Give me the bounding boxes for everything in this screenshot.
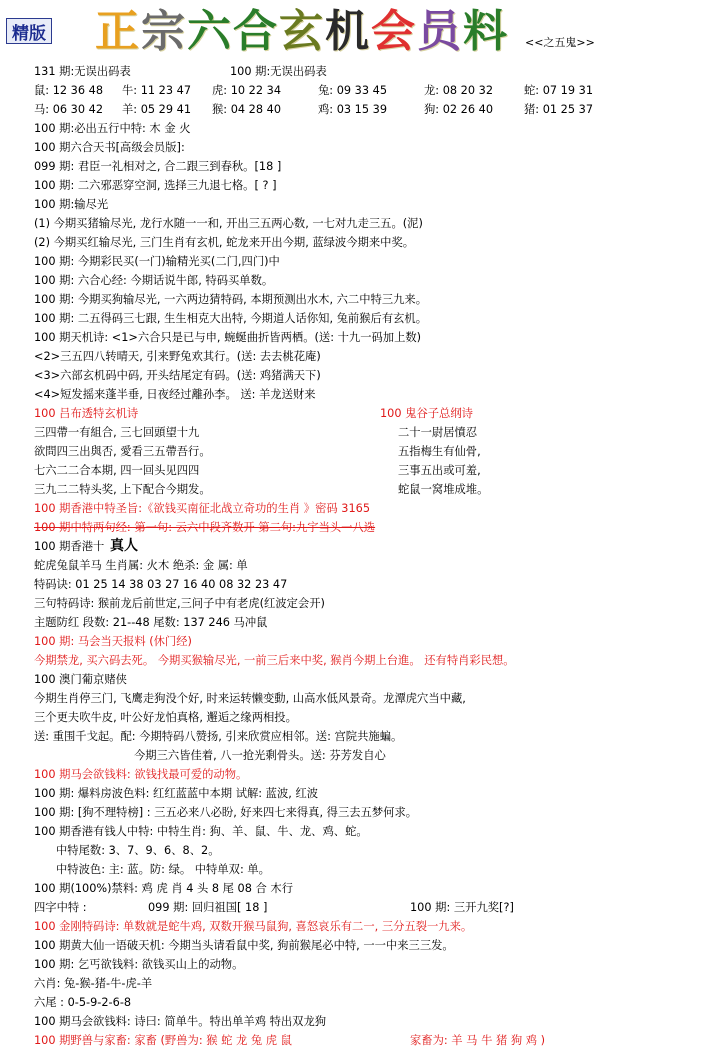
text-segment: (2) 今期买红输尽光, 三门生肖有玄机, 蛇龙来开出今期, 蓝绿波今期来中奖。 [34,236,415,249]
document-body [34,62,694,1050]
text-line [34,442,694,461]
text-line [34,613,694,632]
text-segment: 今期禁龙, 买六码去死。 今期买猴输尽光, 一前三后来中奖, 猴肖今期上台進。 还有特肖彩民想。 [34,654,515,667]
text-segment: 100 期:无误出码表 [230,65,327,78]
text-segment: <2>三五四八转晴天, 引来野兔欢其行。(送: 去去桃花庵) [34,350,321,363]
text-segment: 100 期: 六合心经: 今期话说牛郎, 特码买单数。 [34,274,274,287]
text-segment: 马: 06 30 42 [34,103,104,116]
text-line [34,271,694,290]
text-segment: 鸡: 03 15 39 [318,103,388,116]
text-segment: 主题防红 段数: 21--48 尾数: 137 246 马冲鼠 [34,616,268,629]
text-segment: 100 期: 二六邪恶穿空洞, 选择三九退七格。[ ? ] [34,179,277,192]
text-segment: 三四帶一有組合, 三七回頭望十九 [34,426,200,439]
text-line [34,917,694,936]
text-line [34,176,694,195]
text-segment: 100 期: 今期买狗输尽光, 一六两边猜特码, 本期预测出水木, 六二中特三九来。 [34,293,428,306]
text-segment: 龙: 08 20 32 [424,84,494,97]
text-segment: 中特尾数: 3、7、9、6、8、2。 [56,844,220,857]
text-line [34,993,694,1012]
text-line [34,328,694,347]
text-line [34,252,694,271]
text-segment: 蛇鼠一窝堆成堆。 [398,483,489,496]
text-line [34,822,694,841]
text-segment: 100 期马会欲钱料: 欲钱找最可爱的动物。 [34,768,248,781]
text-segment: 特码诀: 01 25 14 38 03 27 16 40 08 32 23 47 [34,578,288,591]
text-line [34,157,694,176]
title-char: 机 [325,6,371,57]
text-segment: 100 期香港中特圣旨:《欲钱买南征北战立奇功的生肖 》密码 3165 [34,502,371,515]
text-segment: 二十一尉居憤忍 [398,426,478,439]
title-char: 正 [95,6,141,57]
text-segment: 100 期: [狗不理特榜] : 三五必来八必盼, 好来四七来得真, 得三去五梦何求。 [34,806,418,819]
text-segment: 100 澳门葡京赌侠 [34,673,127,686]
text-line [34,119,694,138]
text-segment: 中特波色: 主: 蓝。防: 绿。 中特单双: 单。 [56,863,270,876]
title-char: 合 [233,6,279,57]
text-line [34,746,694,765]
text-line [34,651,694,670]
text-line [34,290,694,309]
text-segment: 六肖: 兔-猴-猪-牛-虎-羊 [34,977,153,990]
text-line [34,385,694,404]
text-line [34,556,694,575]
text-segment: 099 期: 回归祖国[ 18 ] [148,901,268,914]
text-segment: 三九二二特头奖, 上下配合今期发。 [34,483,211,496]
text-segment: 欲問四三出與否, 愛看三五帶吾行。 [34,445,211,458]
text-segment: 七六二二合本期, 四一回头见四四 [34,464,200,477]
text-segment: 100 期香港有钱人中特: 中特生肖: 狗、羊、鼠、牛、龙、鸡、蛇。 [34,825,368,838]
text-line [34,879,694,898]
text-line [34,423,694,442]
text-segment: 100 期:必出五行中特: 木 金 火 [34,122,191,135]
text-line [34,366,694,385]
title-char: 料 [463,6,509,57]
text-line [34,765,694,784]
text-line [34,898,694,917]
text-segment: 100 期:输尽光 [34,198,109,211]
text-segment: 猴: 04 28 40 [212,103,282,116]
text-line [34,575,694,594]
text-line [34,1031,694,1050]
text-segment: 今期生肖停三门, 飞鹰走狗没个好, 时来运转懒变動, 山高水低风景奇。龙潭虎穴当中藏, [34,692,466,705]
text-segment: 131 期:无误出码表 [34,65,131,78]
edition-badge: 精版 [6,18,52,44]
text-segment: 真人 [110,538,138,554]
text-segment: 100 期香港十 [34,540,105,553]
text-line [34,632,694,651]
text-segment: 100 期: 马会当天报料 (休门经) [34,635,192,648]
text-segment: 100 期(100%)禁料: 鸡 虎 肖 4 头 8 尾 08 合 木行 [34,882,293,895]
text-line [34,499,694,518]
text-line [34,708,694,727]
text-segment: 蛇虎兔鼠羊马 生肖属: 火木 绝杀: 金 属: 单 [34,559,248,572]
page-title [95,4,509,60]
text-segment: 狗: 02 26 40 [424,103,494,116]
text-segment: 100 期: 二五得码三七跟, 生生相克大出特, 今期道人话你知, 兔前猴后有玄机。 [34,312,428,325]
text-segment: 100 期: 三开九奖[?] [410,901,514,914]
text-line [34,727,694,746]
text-segment: 三句特码诗: 猴前龙后前世定,三问子中有老虎(红波定会开) [34,597,325,610]
text-segment: 送: 重围千戈起。配: 今期特码八赞扬, 引来欣赏应相邻。送: 宫院共施蝙。 [34,730,403,743]
title-char: 玄 [279,6,325,57]
text-line [34,594,694,613]
text-segment: 100 期天机诗: <1>六合只是已与申, 蜿蜒曲折皆两栖。(送: 十九一码加上数) [34,331,422,344]
text-segment: 100 鬼谷子总纲诗 [380,407,473,420]
text-segment: 100 期中特两句经: 第一句: 云六中段齐数开 第二句:九宇当头一八选 [34,521,376,534]
text-line [34,233,694,252]
text-line [34,803,694,822]
text-segment: 100 期: 乞丐欲钱料: 欲钱买山上的动物。 [34,958,244,971]
text-line [34,974,694,993]
text-segment: 鼠: 12 36 48 [34,84,104,97]
text-segment: 100 金刚特码诗: 单数就是蛇牛鸡, 双数开猴马鼠狗, 喜怒哀乐有二一, 三分五裂一九来。 [34,920,473,933]
text-segment: 100 期: 今期彩民买(一门)输精光买(二门,四门)中 [34,255,280,268]
text-line [34,138,694,157]
text-segment: 猪: 01 25 37 [524,103,594,116]
text-segment: <3>六部玄机码中码, 开头结尾定有码。(送: 鸡猪满天下) [34,369,321,382]
text-line [34,784,694,803]
text-segment: 099 期: 君臣一礼相对之, 合二跟三到春秋。[18 ] [34,160,282,173]
text-line [34,309,694,328]
text-line [34,841,694,860]
text-segment: 六尾 : 0-5-9-2-6-8 [34,996,132,1009]
text-line [34,81,694,100]
text-segment: 三事五出或可羞, [398,464,481,477]
text-line [34,404,694,423]
text-segment: 五指梅生有仙骨, [398,445,481,458]
text-segment: 100 期: 爆料房波色料: 红红蓝蓝中本期 试解: 蓝波, 红波 [34,787,319,800]
text-segment: 兔: 09 33 45 [318,84,388,97]
text-segment: 虎: 10 22 34 [212,84,282,97]
text-segment: 家畜为: 羊 马 牛 猪 狗 鸡 ) [410,1034,546,1047]
text-segment: 100 期野兽与家畜: 家畜 (野兽为: 猴 蛇 龙 兔 虎 鼠 [34,1034,292,1047]
text-line [34,100,694,119]
text-line [34,214,694,233]
text-segment: 羊: 05 29 41 [122,103,192,116]
text-line [34,480,694,499]
text-line [34,461,694,480]
text-segment: 今期三六皆佳着, 八一抢光剩骨头。送: 芬芳发自心 [134,749,386,762]
text-line [34,537,694,556]
title-char: 会 [371,6,417,57]
text-segment: 100 期黄大仙一语破天机: 今期当头请看鼠中奖, 狗前猴尾必中特, 一一中来三三发。 [34,939,454,952]
text-line [34,62,694,81]
text-segment: 牛: 11 23 47 [122,84,192,97]
text-segment: (1) 今期买猪输尽光, 龙行水随一一和, 开出三五两心数, 一七对九走三五。(泥) [34,217,423,230]
text-segment: 四字中特 : [34,901,87,914]
text-line [34,670,694,689]
title-char: 六 [187,6,233,57]
text-line [34,347,694,366]
text-segment: 100 吕布透特玄机诗 [34,407,139,420]
title-char: 宗 [141,6,187,57]
text-line [34,936,694,955]
text-line [34,689,694,708]
text-segment: 100 期六合天书[高级会员版]: [34,141,185,154]
text-segment: 蛇: 07 19 31 [524,84,594,97]
title-char: 员 [417,6,463,57]
text-line [34,955,694,974]
text-line [34,860,694,879]
text-segment: 三个更夫吹牛皮, 叶公好龙怕真格, 邂逅之缘两相投。 [34,711,297,724]
page-subtitle: <<之五鬼>> [525,36,595,49]
text-line [34,518,694,537]
text-segment: 100 期马会欲钱料: 诗曰: 简单牛。特出单羊鸡 特出双龙狗 [34,1015,327,1028]
text-line [34,1012,694,1031]
text-segment: <4>短发摇来蓬半垂, 日夜经过離孙李。 送: 羊龙送财来 [34,388,316,401]
text-line [34,195,694,214]
